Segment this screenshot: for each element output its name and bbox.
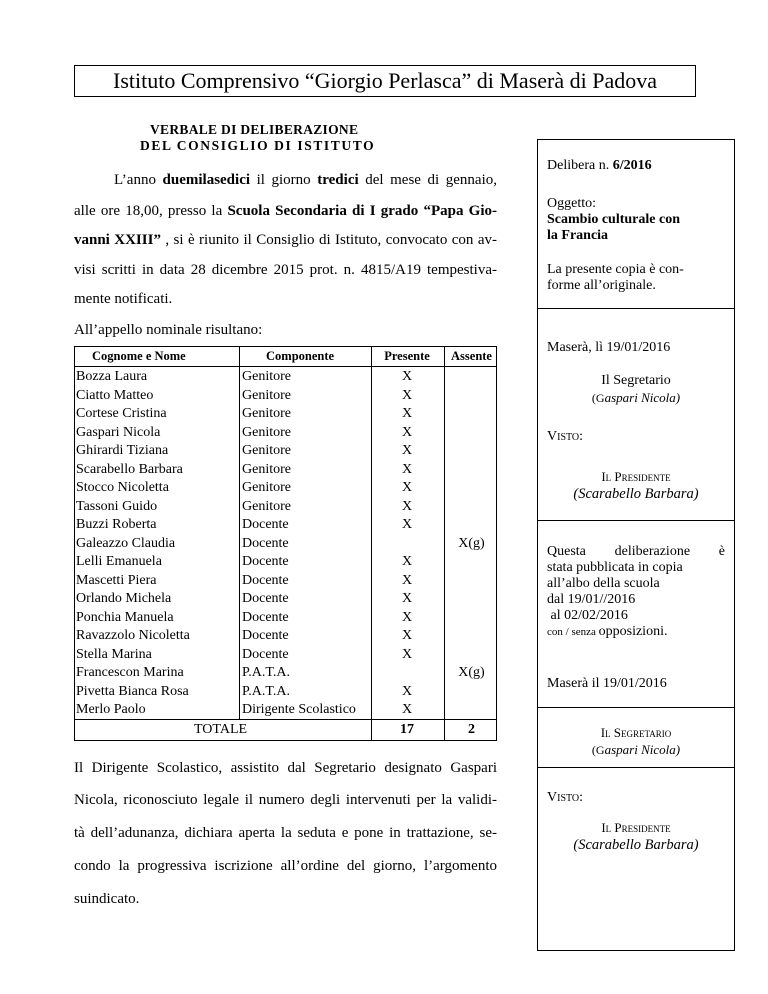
- table-header-row: [74, 346, 497, 366]
- date-1: Maserà, lì 19/01/2016: [547, 340, 671, 355]
- document-title-line2: DEL CONSIGLIO DI ISTITUTO: [140, 138, 376, 153]
- member-component: Genitore: [242, 498, 291, 514]
- table-row: [74, 386, 497, 406]
- presidente-2-label: Il Presidente: [601, 820, 671, 835]
- table-row: [74, 682, 497, 702]
- sidebar-divider: [538, 707, 734, 708]
- member-component: P.A.T.A.: [242, 683, 290, 699]
- member-name: Scarabello Barbara: [76, 461, 183, 477]
- date-2: Maserà il 19/01/2016: [547, 676, 667, 691]
- intro-line-3: vanni XXIII” , si è riunito il Consiglio di Istituto, convocato con av-: [74, 232, 497, 248]
- presidente-2-name: (Scarabello Barbara): [573, 837, 699, 853]
- table-row: [74, 589, 497, 609]
- visto-2: Visto:: [547, 790, 584, 805]
- total-absent: 2: [468, 722, 475, 737]
- member-component: Docente: [242, 517, 289, 532]
- member-name: Stella Marina: [76, 646, 152, 662]
- member-present: X: [401, 628, 413, 643]
- attendance-table: [74, 346, 497, 741]
- total-label: TOTALE: [194, 722, 248, 737]
- header-name: Cognome e Nome: [92, 349, 186, 363]
- sidebar-box: [537, 139, 735, 951]
- table-row: [74, 478, 497, 498]
- pub-line-6: con / senza opposizioni.: [547, 624, 668, 639]
- member-name: Lelli Emanuela: [76, 554, 162, 569]
- segretario-1-label: Il Segretario: [601, 373, 671, 388]
- member-present: X: [401, 443, 413, 458]
- closing-line-1: Il Dirigente Scolastico, assistito dal Segretario designato Gaspari: [74, 760, 497, 776]
- member-component: Genitore: [242, 387, 291, 403]
- table-row: [74, 626, 497, 646]
- member-name: Ghirardi Tiziana: [76, 443, 169, 458]
- table-total-row: [74, 720, 497, 740]
- member-name: Orlando Michela: [76, 591, 172, 606]
- intro-line-4: visi scritti in data 28 dicembre 2015 prot. n. 4815/A19 tempestiva-: [74, 262, 497, 278]
- closing-line-4: condo la progressiva iscrizione all’ordine del giorno, l’argomento: [74, 858, 497, 874]
- document-title-line1: VERBALE DI DELIBERAZIONE: [150, 122, 359, 137]
- pub-line-4: dal 19/01//2016: [547, 592, 636, 607]
- member-name: Buzzi Roberta: [76, 517, 157, 532]
- table-row: [74, 645, 497, 665]
- member-component: Docente: [242, 572, 289, 588]
- copia-line-1: La presente copia è con-: [547, 262, 684, 277]
- member-present: X: [401, 369, 413, 384]
- closing-line-5: suindicato.: [74, 891, 140, 907]
- member-component: Dirigente Scolastico: [242, 702, 356, 717]
- table-row: [74, 515, 497, 535]
- sidebar-divider: [538, 520, 734, 521]
- closing-line-2: Nicola, riconosciuto legale il numero degli intervenuti per la validi-: [74, 792, 497, 808]
- table-row: [74, 423, 497, 443]
- member-component: Genitore: [242, 424, 291, 440]
- appello-text: All’appello nominale risultano:: [74, 322, 263, 338]
- table-row: [74, 571, 497, 591]
- table-row: [74, 663, 497, 683]
- sidebar-divider: [538, 767, 734, 768]
- table-row: [74, 552, 497, 572]
- oggetto-line-2: la Francia: [547, 228, 609, 243]
- member-component: Genitore: [242, 369, 291, 384]
- member-present: X: [401, 387, 413, 403]
- intro-line-1: L’anno duemilasedici il giorno tredici del mese di gennaio,: [114, 172, 497, 188]
- table-row: [74, 404, 497, 424]
- member-present: X: [401, 406, 413, 421]
- presidente-1-label: Il Presidente: [601, 469, 671, 484]
- table-row: [74, 460, 497, 480]
- member-name: Gaspari Nicola: [76, 424, 161, 440]
- segretario-1-name: (Gaspari Nicola): [591, 390, 681, 405]
- member-component: Genitore: [242, 443, 291, 458]
- member-name: Pivetta Bianca Rosa: [76, 683, 189, 699]
- oggetto-line-1: Scambio culturale con: [547, 212, 680, 227]
- member-component: Genitore: [242, 406, 291, 421]
- member-component: Docente: [242, 628, 289, 643]
- member-name: Merlo Paolo: [76, 702, 146, 717]
- member-name: Mascetti Piera: [76, 572, 157, 588]
- member-name: Cortese Cristina: [76, 406, 167, 421]
- member-component: Docente: [242, 646, 289, 662]
- header-component: Componente: [266, 349, 335, 363]
- member-absent: X(g): [458, 665, 485, 680]
- member-present: X: [401, 424, 413, 440]
- member-present: X: [401, 517, 413, 532]
- member-present: X: [401, 702, 413, 717]
- intro-line-2: alle ore 18,00, presso la Scuola Secondaria di I grado “Papa Gio-: [74, 203, 497, 219]
- member-name: Galeazzo Claudia: [76, 535, 176, 551]
- member-name: Tassoni Guido: [76, 498, 158, 514]
- member-present: X: [401, 591, 413, 606]
- member-absent: X(g): [458, 535, 485, 551]
- table-row: [74, 367, 497, 387]
- member-present: X: [401, 683, 413, 699]
- member-present: X: [401, 609, 413, 625]
- member-component: Docente: [242, 591, 289, 606]
- member-present: X: [401, 498, 413, 514]
- table-row: [74, 608, 497, 628]
- delibera-number: Delibera n. 6/2016: [547, 158, 652, 173]
- pub-line-1: Questa deliberazione è: [547, 544, 725, 559]
- presidente-1-name: (Scarabello Barbara): [573, 486, 699, 502]
- header-absent: Assente: [451, 349, 492, 363]
- member-component: Genitore: [242, 461, 291, 477]
- table-row: [74, 497, 497, 517]
- member-name: Ciatto Matteo: [76, 387, 154, 403]
- member-name: Francescon Marina: [76, 665, 184, 680]
- table-row: [74, 441, 497, 461]
- member-component: P.A.T.A.: [242, 665, 290, 680]
- table-row: [74, 534, 497, 554]
- member-name: Stocco Nicoletta: [76, 480, 169, 495]
- member-component: Docente: [242, 535, 289, 551]
- header-present: Presente: [384, 349, 430, 363]
- segretario-2-label: Il Segretario: [600, 725, 672, 740]
- intro-line-5: mente notificati.: [74, 291, 173, 307]
- member-present: X: [401, 554, 413, 569]
- visto-1: Visto:: [547, 429, 584, 444]
- member-present: X: [401, 646, 413, 662]
- closing-line-3: tà dell’adunanza, dichiara aperta la seduta e pone in trattazione, se-: [74, 825, 497, 841]
- segretario-2-name: (Gaspari Nicola): [591, 742, 681, 757]
- member-present: X: [401, 480, 413, 495]
- pub-line-5: al 02/02/2016: [547, 608, 628, 623]
- oggetto-label: Oggetto:: [547, 196, 596, 211]
- copia-line-2: forme all’originale.: [547, 278, 656, 293]
- institute-header: Istituto Comprensivo “Giorgio Perlasca” di Maserà di Padova: [74, 65, 696, 97]
- table-row: [74, 700, 497, 720]
- member-component: Docente: [242, 609, 289, 625]
- member-component: Genitore: [242, 480, 291, 495]
- pub-line-3: all’albo della scuola: [547, 576, 660, 591]
- member-name: Ravazzolo Nicoletta: [76, 628, 190, 643]
- sidebar-divider: [538, 308, 734, 309]
- member-name: Bozza Laura: [76, 369, 148, 384]
- member-present: X: [401, 461, 413, 477]
- member-present: X: [401, 572, 413, 588]
- total-present: 17: [400, 722, 414, 737]
- member-name: Ponchia Manuela: [76, 609, 174, 625]
- pub-line-2: stata pubblicata in copia: [547, 560, 683, 575]
- member-component: Docente: [242, 554, 289, 569]
